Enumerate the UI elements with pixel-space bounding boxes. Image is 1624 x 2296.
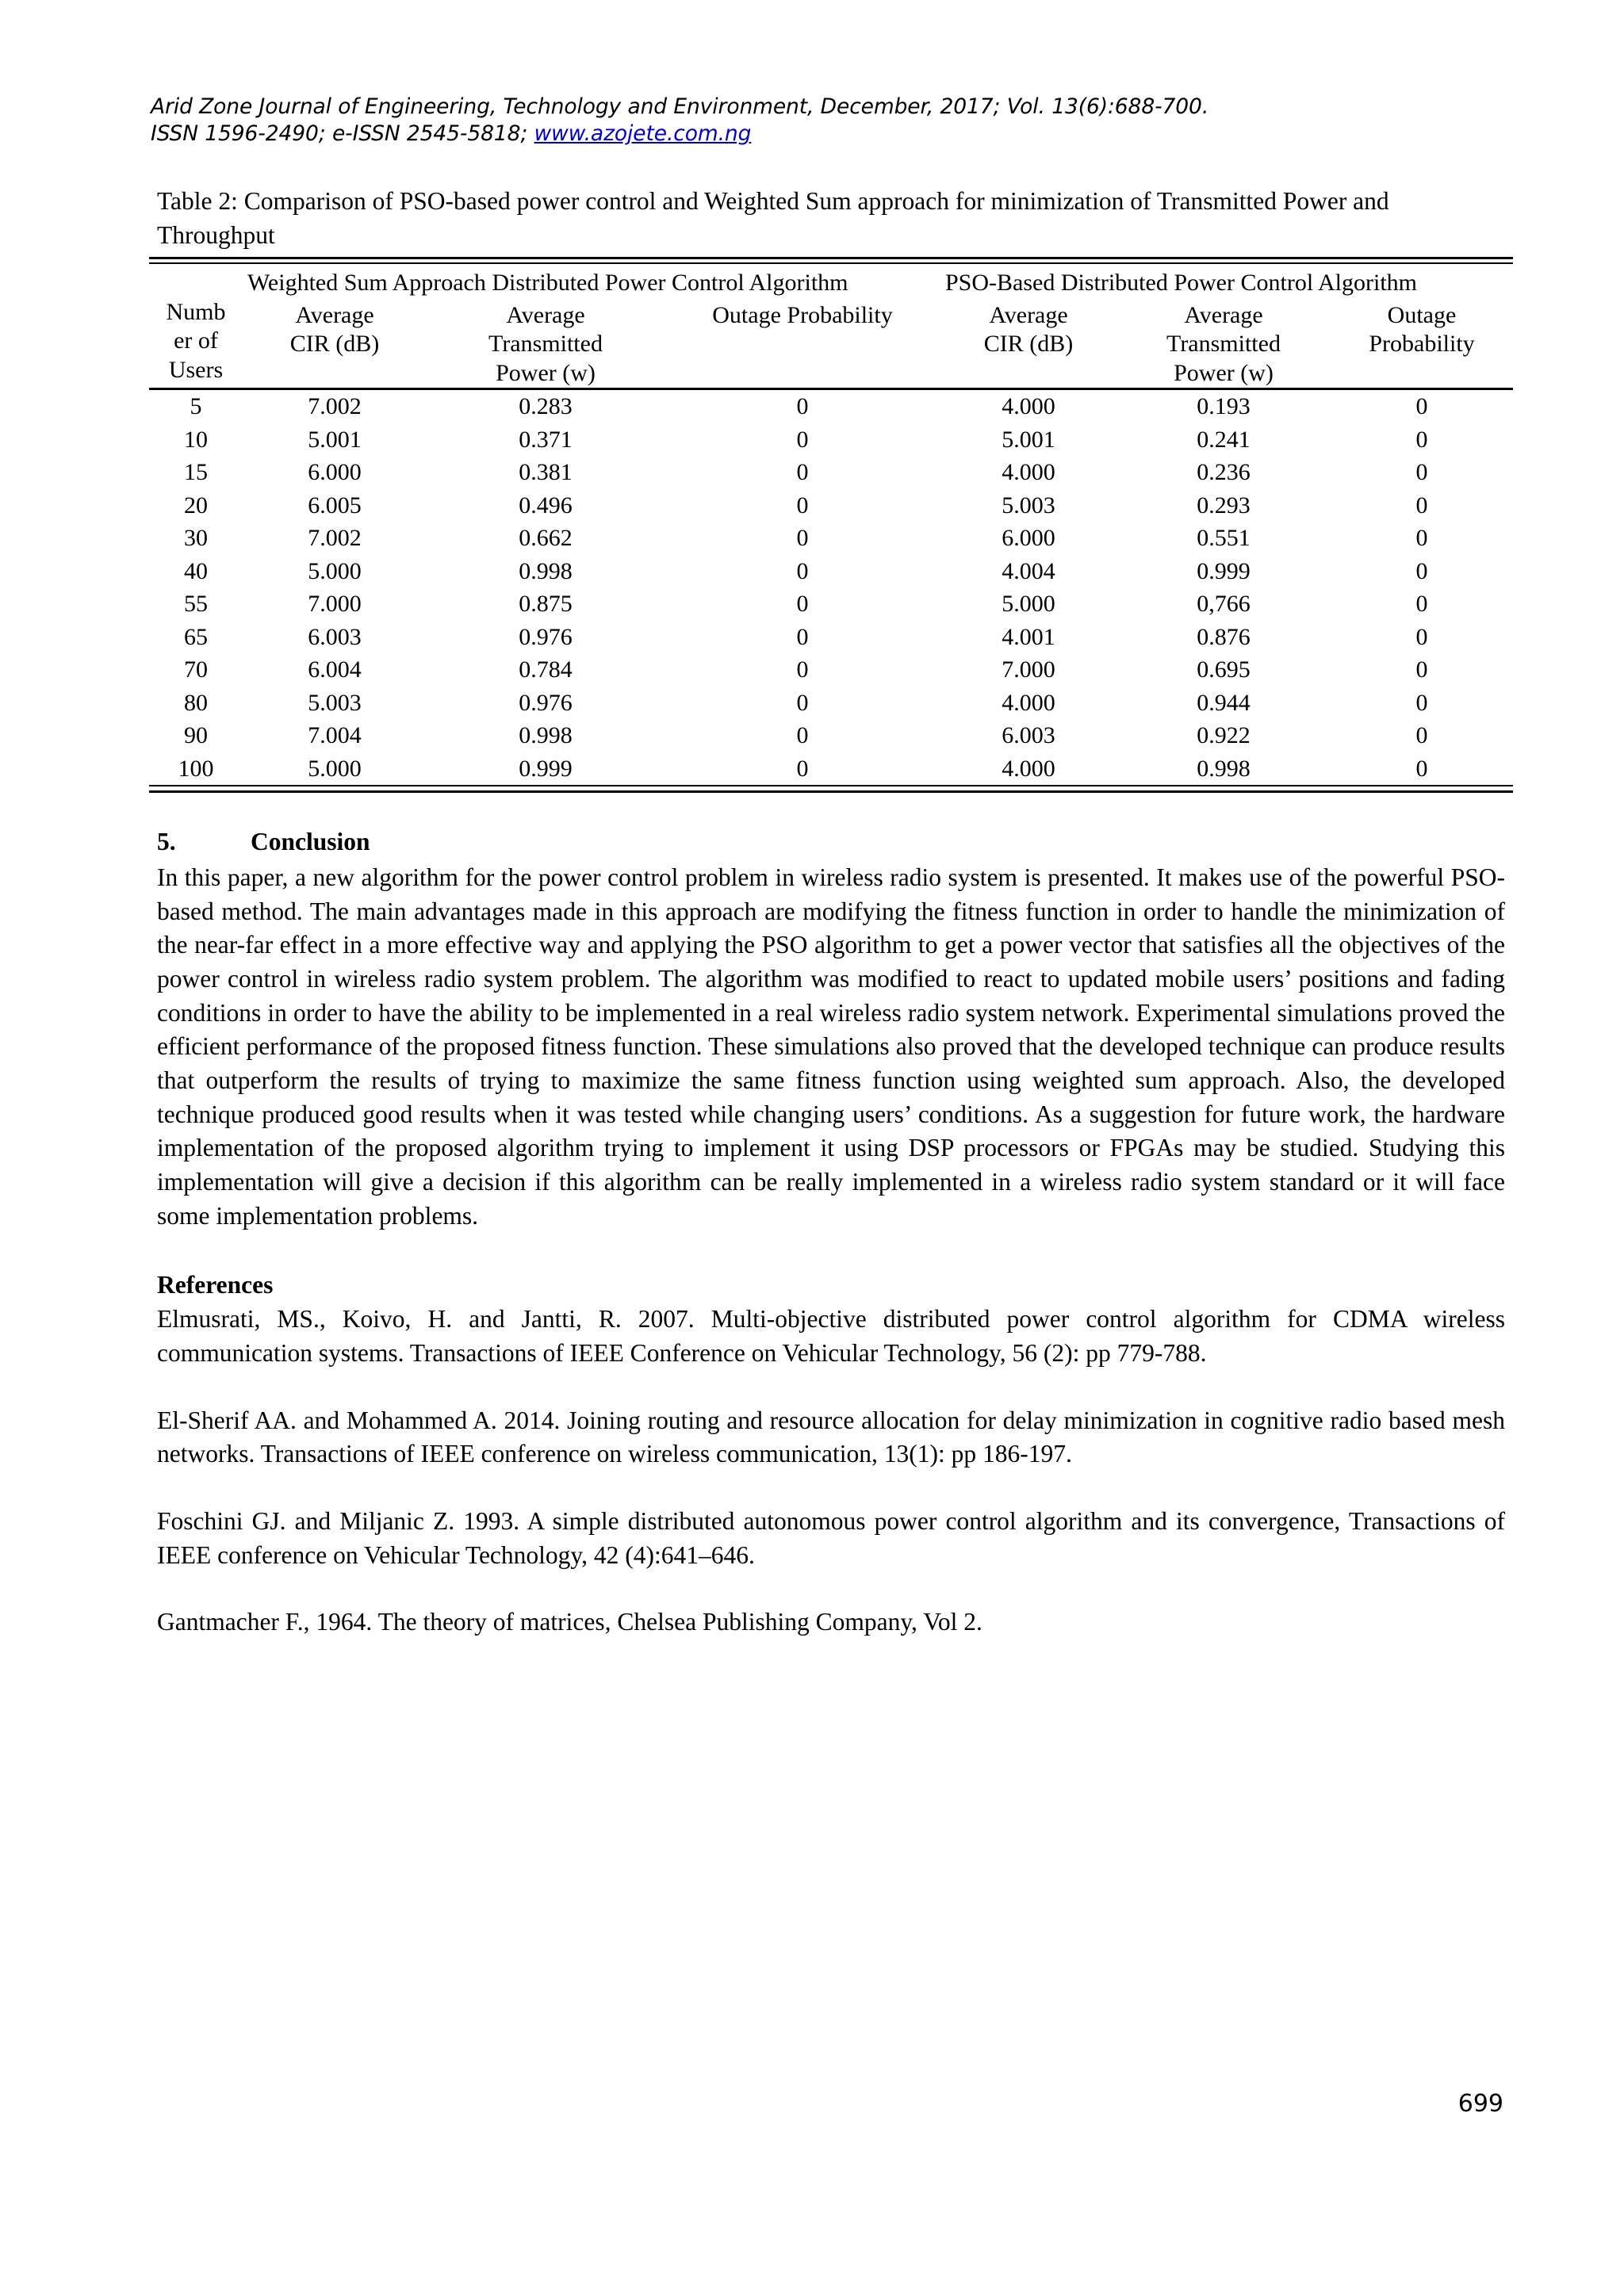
cell-pso-outage: 0	[1415, 689, 1428, 716]
table-row	[149, 555, 1513, 588]
conclusion-paragraph: In this paper, a new algorithm for the power control problem in wireless radio system is presented. It makes use of the powerful PSO-based method. The main advantages made in this approach are modifying the fitness function in order to handle the minimization of the near-far effect in a more effective way and applying the PSO algorithm to get a power vector that satisfies all the objectives of the power control in wireless radio system problem. The algorithm was modified to react to updated mobile users’ positions and fading conditions in order to have the ability to be implemented in a real wireless radio system network. Experimental simulations proved the efficient performance of the proposed fitness function. These simulations also proved that the developed technique can produce results that outperform the results of trying to maximize the same fitness function using weighted sum approach. Also, the developed technique produced good results when it was tested while changing users’ conditions. As a suggestion for future work, the hardware implementation of the proposed algorithm trying to implement it using DSP processors or FPGAs may be studied. Studying this implementation will give a decision if this algorithm can be really implemented in a wireless radio system standard or it will face some implementation problems.	[157, 863, 1505, 1230]
section-heading-conclusion	[157, 828, 1507, 856]
cell-pso-cir: 7.000	[1002, 656, 1055, 683]
cell-ws-cir: 6.004	[308, 656, 362, 683]
cell-ws-outage: 0	[796, 722, 809, 749]
cell-pso-outage: 0	[1415, 755, 1428, 782]
cell-ws-outage: 0	[796, 525, 809, 552]
cell-users: 90	[184, 722, 208, 749]
cell-ws-outage: 0	[796, 426, 809, 453]
column-header-users-line-1: Numb	[166, 298, 226, 325]
cell-pso-outage: 0	[1415, 623, 1428, 650]
cell-pso-power: 0.876	[1197, 623, 1251, 650]
cell-pso-cir: 4.000	[1002, 393, 1055, 420]
running-head-line-2	[151, 121, 1507, 147]
reference-item: El-Sherif AA. and Mohammed A. 2014. Joining routing and resource allocation for delay minimization in cognitive radio based mesh networks. Transactions of IEEE conference on wireless communication, 13(1): pp 186-197.	[157, 1406, 1505, 1468]
cell-pso-cir: 6.000	[1002, 525, 1055, 552]
cell-ws-power: 0.283	[519, 393, 573, 420]
running-head-line-1: Arid Zone Journal of Engineering, Technology and Environment, December, 2017; Vol. 13(6):688-700.	[151, 94, 1209, 119]
journal-website-link[interactable]: www.azojete.com.ng	[534, 121, 752, 147]
cell-users: 10	[184, 426, 208, 453]
cell-pso-cir: 4.000	[1002, 689, 1055, 716]
issn-text: ISSN 1596-2490; e-ISSN 2545-5818;	[151, 121, 534, 147]
column-header-pso-cir-line-2: CIR (dB)	[983, 331, 1074, 358]
cell-ws-cir: 7.004	[308, 722, 362, 749]
cell-ws-power: 0.998	[519, 557, 573, 584]
cell-ws-cir: 5.000	[308, 557, 362, 584]
cell-pso-power: 0.236	[1197, 459, 1251, 486]
cell-users: 20	[184, 492, 208, 519]
cell-ws-cir: 6.003	[308, 623, 362, 650]
cell-ws-outage: 0	[796, 591, 809, 618]
cell-ws-power: 0.371	[519, 426, 573, 453]
cell-pso-outage: 0	[1415, 722, 1428, 749]
column-header-pso-power-line-2: Transmitted	[1166, 331, 1281, 358]
column-header-pso-outage-line-1: Outage	[1387, 301, 1457, 328]
cell-pso-power: 0.551	[1197, 525, 1251, 552]
reference-item: Foschini GJ. and Miljanic Z. 1993. A simple distributed autonomous power control algorithm and its convergence, Transactions of IEEE conference on Vehicular Technology, 42 (4):641–646.	[157, 1506, 1505, 1569]
column-header-pso-outage	[1331, 298, 1513, 388]
cell-pso-power: 0.241	[1197, 426, 1251, 453]
reference-item: Elmusrati, MS., Koivo, H. and Jantti, R. 2007. Multi-objective distributed power control algorithm for CDMA wireless communication systems. Transactions of IEEE Conference on Vehicular Technology, 56 (2): pp 779-788.	[157, 1305, 1505, 1367]
column-header-ws-cir-line-1: Average	[295, 301, 374, 328]
cell-pso-outage: 0	[1415, 426, 1428, 453]
cell-ws-outage: 0	[796, 459, 809, 486]
cell-pso-outage: 0	[1415, 492, 1428, 519]
cell-users: 15	[184, 459, 208, 486]
cell-users: 80	[184, 689, 208, 716]
cell-ws-power: 0.999	[519, 755, 573, 782]
cell-ws-outage: 0	[796, 656, 809, 683]
group-header-pso: PSO-Based Distributed Power Control Algorithm	[945, 270, 1417, 297]
cell-ws-cir: 7.002	[308, 525, 362, 552]
cell-ws-power: 0.976	[519, 689, 573, 716]
cell-users: 5	[190, 393, 202, 420]
cell-pso-power: 0.998	[1197, 755, 1251, 782]
table-row	[149, 653, 1513, 687]
section-heading-references: References	[157, 1271, 274, 1299]
cell-ws-cir: 5.003	[308, 689, 362, 716]
cell-pso-cir: 5.003	[1002, 492, 1055, 519]
cell-pso-cir: 5.000	[1002, 591, 1055, 618]
cell-pso-power: 0.922	[1197, 722, 1251, 749]
cell-ws-cir: 6.005	[308, 492, 362, 519]
table-caption: Table 2: Comparison of PSO-based power control and Weighted Sum approach for minimization of Transmitted Power and Throughput	[157, 186, 1389, 249]
section-number: 5.	[157, 827, 176, 855]
column-header-users	[149, 298, 243, 388]
cell-pso-power: 0.944	[1197, 689, 1251, 716]
column-header-ws-power-line-2: Transmitted	[488, 331, 603, 358]
column-header-ws-power-line-3: Power (w)	[496, 359, 596, 386]
cell-pso-outage: 0	[1415, 656, 1428, 683]
column-header-users-line-3: Users	[168, 356, 224, 383]
column-header-pso-power-line-1: Average	[1184, 301, 1263, 328]
table-row	[149, 752, 1513, 786]
cell-ws-power: 0.496	[519, 492, 573, 519]
cell-users: 70	[184, 656, 208, 683]
cell-pso-cir: 4.004	[1002, 557, 1055, 584]
table-rule-top	[149, 258, 1513, 263]
cell-ws-outage: 0	[796, 623, 809, 650]
cell-users: 100	[178, 755, 214, 782]
cell-ws-outage: 0	[796, 557, 809, 584]
column-header-pso-cir-line-1: Average	[989, 301, 1068, 328]
cell-ws-cir: 5.000	[308, 755, 362, 782]
table-row	[149, 587, 1513, 621]
column-header-ws-cir	[243, 298, 427, 388]
cell-ws-power: 0.784	[519, 656, 573, 683]
column-header-pso-outage-line-2: Probability	[1369, 331, 1475, 358]
reference-item: Gantmacher F., 1964. The theory of matrices, Chelsea Publishing Company, Vol 2.	[157, 1608, 982, 1636]
cell-users: 40	[184, 557, 208, 584]
cell-ws-power: 0.875	[519, 591, 573, 618]
cell-users: 55	[184, 591, 208, 618]
section-title: Conclusion	[251, 827, 370, 855]
table-row	[149, 456, 1513, 489]
page-number: 699	[1457, 2090, 1503, 2118]
table-row	[149, 423, 1513, 457]
table-row	[149, 390, 1513, 423]
cell-ws-cir: 7.002	[308, 393, 362, 420]
cell-ws-cir: 5.001	[308, 426, 362, 453]
column-header-ws-outage-line-1: Outage Probability	[712, 301, 893, 328]
table-row	[149, 522, 1513, 555]
cell-users: 30	[184, 525, 208, 552]
table-row	[149, 621, 1513, 654]
cell-ws-outage: 0	[796, 689, 809, 716]
table-group-header-row	[149, 263, 1513, 298]
cell-pso-outage: 0	[1415, 393, 1428, 420]
group-header-spacer	[149, 263, 243, 298]
cell-pso-outage: 0	[1415, 459, 1428, 486]
cell-pso-power: 0.293	[1197, 492, 1251, 519]
cell-ws-outage: 0	[796, 393, 809, 420]
cell-ws-power: 0.381	[519, 459, 573, 486]
cell-pso-power: 0.999	[1197, 557, 1251, 584]
cell-pso-power: 0.695	[1197, 656, 1251, 683]
cell-ws-cir: 6.000	[308, 459, 362, 486]
cell-ws-cir: 7.000	[308, 591, 362, 618]
column-header-pso-power-line-3: Power (w)	[1174, 359, 1274, 386]
cell-ws-outage: 0	[796, 755, 809, 782]
cell-pso-outage: 0	[1415, 525, 1428, 552]
table-rule-bottom	[149, 786, 1513, 791]
results-table	[149, 257, 1513, 793]
cell-pso-cir: 6.003	[1002, 722, 1055, 749]
column-header-users-line-2: er of	[174, 327, 218, 354]
group-header-weighted-sum: Weighted Sum Approach Distributed Power Control Algorithm	[247, 270, 848, 297]
table-row	[149, 719, 1513, 752]
table-row	[149, 687, 1513, 720]
column-header-ws-power	[427, 298, 665, 388]
cell-ws-power: 0.976	[519, 623, 573, 650]
cell-pso-outage: 0	[1415, 557, 1428, 584]
cell-users: 65	[184, 623, 208, 650]
table-column-header-row	[149, 298, 1513, 388]
table-row	[149, 489, 1513, 522]
cell-ws-power: 0.662	[519, 525, 573, 552]
column-header-ws-outage	[665, 298, 940, 388]
cell-pso-cir: 4.000	[1002, 459, 1055, 486]
column-header-ws-cir-line-2: CIR (dB)	[289, 331, 380, 358]
running-head	[151, 94, 1507, 148]
cell-ws-power: 0.998	[519, 722, 573, 749]
column-header-ws-power-line-1: Average	[506, 301, 585, 328]
cell-pso-power: 0,766	[1197, 591, 1251, 618]
cell-pso-cir: 5.001	[1002, 426, 1055, 453]
cell-pso-cir: 4.000	[1002, 755, 1055, 782]
column-header-pso-cir	[940, 298, 1116, 388]
column-header-pso-power	[1116, 298, 1331, 388]
cell-ws-outage: 0	[796, 492, 809, 519]
cell-pso-cir: 4.001	[1002, 623, 1055, 650]
cell-pso-power: 0.193	[1197, 393, 1251, 420]
cell-pso-outage: 0	[1415, 591, 1428, 618]
